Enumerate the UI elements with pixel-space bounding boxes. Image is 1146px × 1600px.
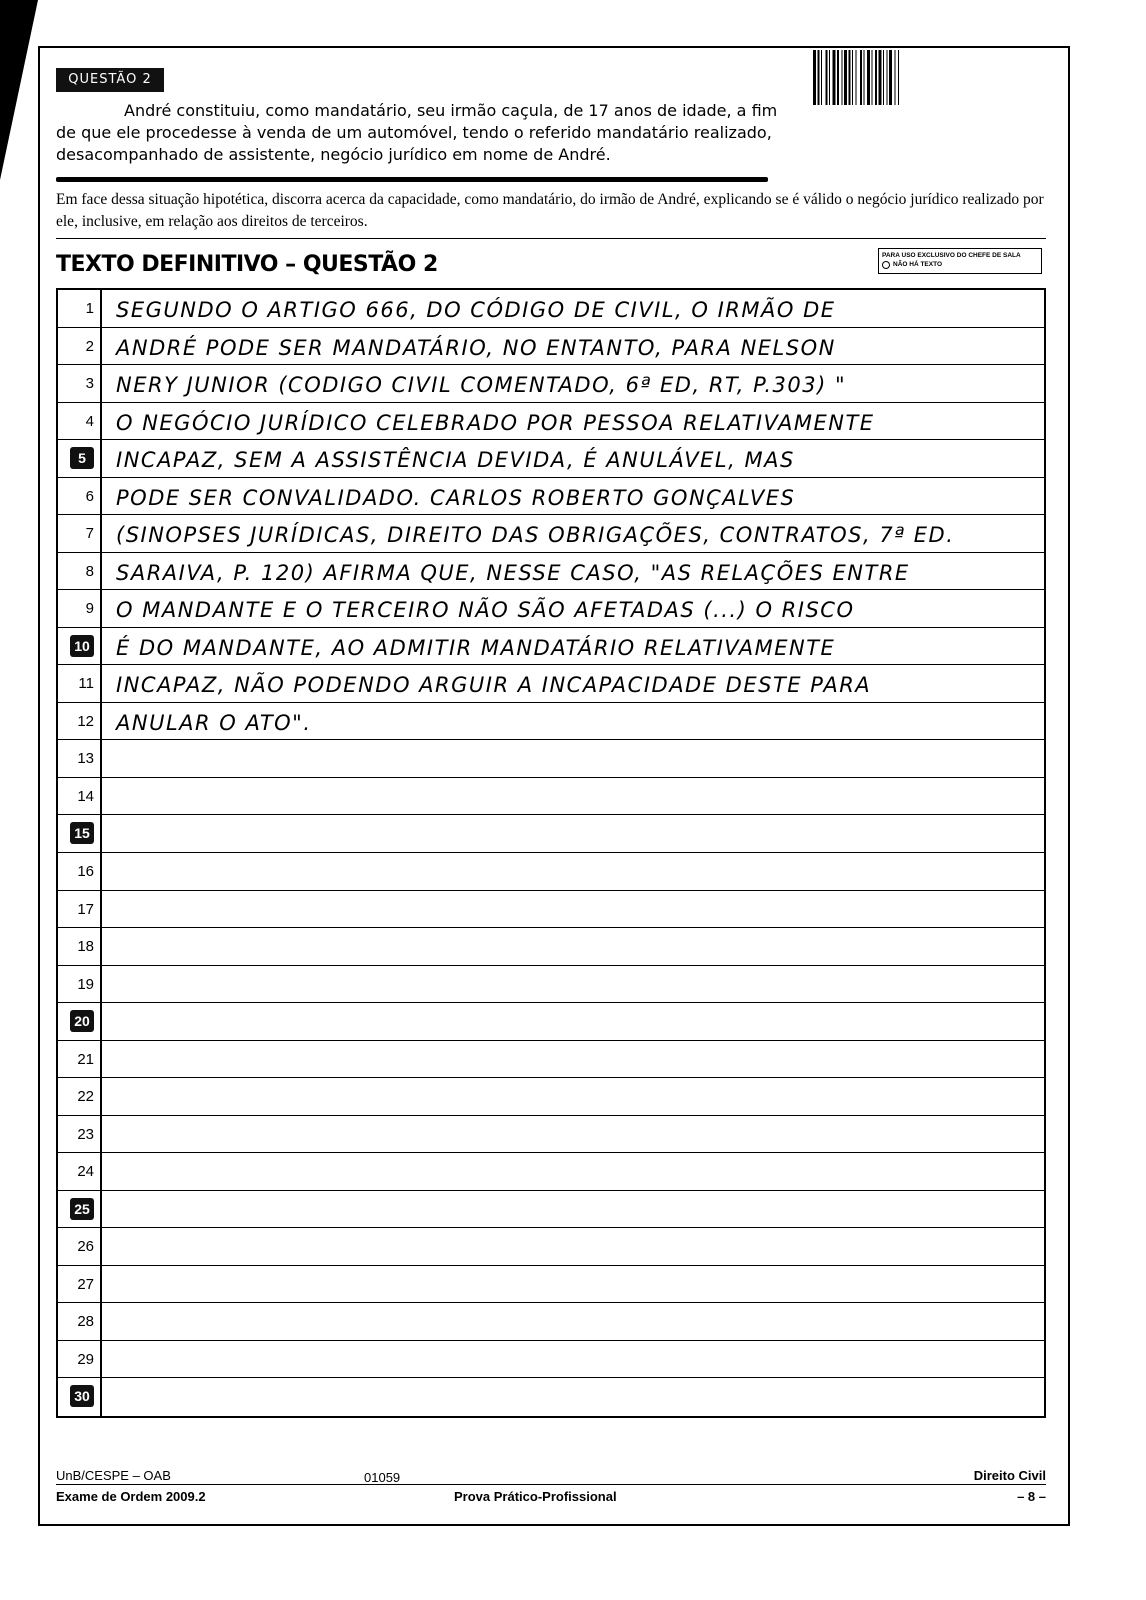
- line-number-text: 28: [77, 1313, 94, 1331]
- answer-line: [58, 1341, 1044, 1379]
- line-number-text: 15: [70, 822, 94, 844]
- handwritten-text: INCAPAZ, SEM A ASSISTÊNCIA DEVIDA, É ANULÁVEL, MAS: [116, 448, 795, 473]
- answer-line: [58, 290, 1044, 328]
- line-number: [58, 665, 102, 702]
- no-text-label: NÃO HÁ TEXTO: [893, 261, 942, 268]
- line-number: [58, 365, 102, 402]
- chef-box-title: PARA USO EXCLUSIVO DO CHEFE DE SALA: [882, 252, 1021, 259]
- handwritten-text: INCAPAZ, NÃO PODENDO ARGUIR A INCAPACIDADE DESTE PARA: [116, 673, 872, 698]
- answer-line: [58, 365, 1044, 403]
- line-number-text: 27: [77, 1275, 94, 1293]
- line-number-text: 11: [78, 675, 94, 693]
- line-number-text: 19: [77, 975, 94, 993]
- line-number-text: 23: [77, 1125, 94, 1143]
- answer-line: [58, 1303, 1044, 1341]
- line-number: [58, 478, 102, 515]
- line-number: [58, 853, 102, 890]
- line-number: [58, 1228, 102, 1265]
- line-number: [58, 290, 102, 327]
- answer-line: [58, 1266, 1044, 1304]
- line-number-text: 26: [77, 1238, 94, 1256]
- line-number: [58, 740, 102, 777]
- question-stem: [56, 100, 796, 166]
- answer-line: [58, 1078, 1044, 1116]
- line-number-text: 12: [77, 712, 94, 730]
- answer-line: [58, 403, 1044, 441]
- chef-de-sala-box: [878, 248, 1042, 274]
- line-number-text: 1: [85, 300, 94, 317]
- answer-line: [58, 1228, 1044, 1266]
- answer-line: [58, 928, 1044, 966]
- question-label: QUESTÃO 2: [56, 68, 164, 92]
- stem-text: André constituiu, como mandatário, seu irmão caçula, de 17 anos de idade, a fim de que ele procedesse à venda de um automóvel, tendo o referido mandatário realizado, desacompanhado de assistente, negócio jurídico em nome de André.: [56, 101, 778, 164]
- footer-page: – 8 –: [1017, 1489, 1046, 1504]
- line-number: [58, 403, 102, 440]
- line-number-text: 24: [77, 1163, 94, 1181]
- scan-corner-mark: [0, 0, 38, 180]
- line-number-text: 8: [85, 562, 94, 580]
- answer-line: [58, 740, 1044, 778]
- line-number: [58, 553, 102, 590]
- answer-line: [58, 1153, 1044, 1191]
- answer-grid: [56, 288, 1046, 1418]
- footer-subject: Direito Civil: [973, 1468, 1046, 1483]
- line-number-text: 21: [77, 1050, 94, 1068]
- line-number: [58, 815, 102, 852]
- line-number-text: 29: [77, 1350, 94, 1368]
- handwritten-text: ANDRÉ PODE SER MANDATÁRIO, NO ENTANTO, PARA NELSON: [116, 335, 836, 360]
- line-number: [58, 1116, 102, 1153]
- line-number: [58, 1341, 102, 1378]
- line-number: [58, 440, 102, 477]
- line-number: [58, 1266, 102, 1303]
- footer-exam: Exame de Ordem 2009.2: [56, 1489, 206, 1504]
- line-number: [58, 1153, 102, 1190]
- line-number: [58, 628, 102, 665]
- line-number-text: 3: [85, 375, 94, 393]
- line-number-text: 22: [77, 1088, 94, 1106]
- answer-line: [58, 478, 1044, 516]
- line-number-text: 20: [70, 1010, 94, 1032]
- handwritten-text: O NEGÓCIO JURÍDICO CELEBRADO POR PESSOA RELATIVAMENTE: [116, 410, 875, 435]
- footer-org: UnB/CESPE – OAB: [56, 1468, 171, 1483]
- line-number-text: 17: [77, 900, 94, 918]
- line-number-text: 30: [70, 1385, 94, 1407]
- page-title: TEXTO DEFINITIVO – QUESTÃO 2: [56, 252, 438, 277]
- answer-line: [58, 665, 1044, 703]
- answer-line: [58, 553, 1044, 591]
- footer-code: 01059: [364, 1470, 401, 1485]
- footer-prova: Prova Prático-Profissional: [454, 1489, 617, 1504]
- line-number: [58, 328, 102, 365]
- footer-divider: [56, 1484, 1046, 1485]
- answer-line: [58, 891, 1044, 929]
- line-number-text: 18: [77, 938, 94, 956]
- line-number-text: 25: [70, 1198, 94, 1220]
- handwritten-text: SEGUNDO O ARTIGO 666, DO CÓDIGO DE CIVIL, O IRMÃO DE: [116, 298, 836, 322]
- divider-bold: [56, 177, 768, 182]
- answer-line: [58, 966, 1044, 1004]
- line-number: [58, 515, 102, 552]
- line-number: [58, 1303, 102, 1340]
- line-number-text: 14: [77, 787, 94, 805]
- answer-line: [58, 628, 1044, 666]
- line-number: [58, 1003, 102, 1040]
- line-number: [58, 703, 102, 740]
- no-text-option[interactable]: [882, 260, 1038, 269]
- line-number-text: 6: [85, 487, 94, 505]
- handwritten-text: É DO MANDANTE, AO ADMITIR MANDATÁRIO RELATIVAMENTE: [116, 635, 836, 660]
- handwritten-text: O MANDANTE E O TERCEIRO NÃO SÃO AFETADAS (...) O RISCO: [116, 598, 855, 623]
- line-number: [58, 891, 102, 928]
- handwritten-text: (SINOPSES JURÍDICAS, DIREITO DAS OBRIGAÇÕES, CONTRATOS, 7ª ED.: [116, 523, 955, 548]
- line-number: [58, 966, 102, 1003]
- handwritten-text: NERY JUNIOR (CODIGO CIVIL COMENTADO, 6ª ED, RT, P.303) ": [116, 373, 847, 398]
- answer-line: [58, 1041, 1044, 1079]
- line-number: [58, 1041, 102, 1078]
- question-prompt: Em face dessa situação hipotética, discorra acerca da capacidade, como mandatário, do irmão de André, explicando se é válido o negócio jurídico realizado por ele, inclusive, em relação aos direitos de terceiros.: [56, 191, 1044, 230]
- answer-line: [58, 590, 1044, 628]
- barcode: [813, 50, 999, 105]
- handwritten-text: SARAIVA, P. 120) AFIRMA QUE, NESSE CASO, "AS RELAÇÕES ENTRE: [116, 560, 910, 585]
- answer-line: [58, 778, 1044, 816]
- line-number-text: 2: [85, 337, 94, 355]
- line-number-text: 16: [77, 863, 94, 880]
- answer-line: [58, 815, 1044, 853]
- answer-line: [58, 1378, 1044, 1416]
- line-number-text: 7: [85, 525, 94, 543]
- line-number: [58, 778, 102, 815]
- line-number: [58, 1378, 102, 1416]
- line-number: [58, 1191, 102, 1228]
- answer-line: [58, 515, 1044, 553]
- line-number-text: 9: [85, 600, 94, 618]
- handwritten-text: PODE SER CONVALIDADO. CARLOS ROBERTO GONÇALVES: [116, 485, 796, 510]
- line-number: [58, 928, 102, 965]
- handwritten-text: ANULAR O ATO".: [116, 710, 312, 735]
- line-number: [58, 1078, 102, 1115]
- answer-line: [58, 1003, 1044, 1041]
- answer-line: [58, 328, 1044, 366]
- line-number: [58, 590, 102, 627]
- answer-line: [58, 853, 1044, 891]
- radio-circle-icon[interactable]: [882, 261, 890, 269]
- line-number-text: 13: [77, 750, 94, 768]
- answer-line: [58, 1191, 1044, 1229]
- line-number-text: 5: [70, 447, 94, 469]
- divider-thin: [56, 238, 1046, 239]
- line-number-text: 4: [85, 412, 94, 430]
- answer-line: [58, 1116, 1044, 1154]
- line-number-text: 10: [70, 635, 94, 657]
- answer-line: [58, 440, 1044, 478]
- answer-line: [58, 703, 1044, 741]
